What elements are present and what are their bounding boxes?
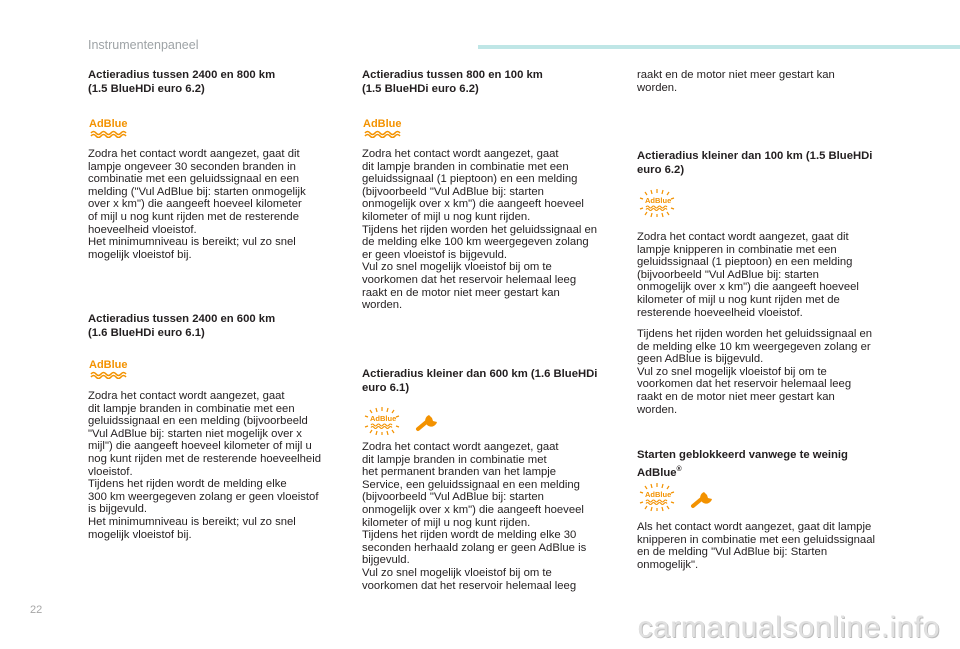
section-heading [88,69,350,96]
text-range-2400-800: Zodra het contact wordt aangezet, gaat dit lampje ongeveer 30 seconden branden in combinatie met een geluidssignaal en een melding ("Vul AdBlue bij: starten onmogelijk over x km") die aangeeft hoeveel kilometer of mijl u nog kunt rijden met de resterende hoeveelheid vloeistof. Het minimumniveau is bereikt; vul zo snel mogelijk vloeistof bij. [88,148,306,261]
text-range-2400-600: Zodra het contact wordt aangezet, gaat dit lampje branden in combinatie met een geluidssignaal en een melding (bijvoorbeeld "Vul AdBlue bij: starten niet mogelijk over x mijl") die aangeeft hoeveel kilometer of mijl u nog kunt rijden met de resterende hoeveelheid vloeistof. Tijdens het rijden wordt de melding elke 300 km weergegeven zolang er geen vloeistof is bijgevuld. Het minimumniveau is bereikt; vul zo snel mogelijk vloeistof bij. [88,390,321,541]
paragraph [362,148,624,312]
paragraph [637,328,899,416]
heading-range-below-600: Actieradius kleiner dan 600 km (1.6 BlueHDi euro 6.1) [362,368,598,394]
text-range-below-100-a: Zodra het contact wordt aangezet, gaat dit lampje knipperen in combinatie met een geluidssignaal (1 pieptoon) en een melding (bijvoorbeeld "Vul AdBlue bij: starten onmogelijk over x km") die aangeeft hoeveel kilometer of mijl u nog kunt rijden met de resterende hoeveelheid vloeistof. [637,231,859,319]
adblue-warning-icon [88,357,132,379]
text-range-800-100: Zodra het contact wordt aangezet, gaat dit lampje branden in combinatie met een geluidssignaal (1 pieptoon) en een melding (bijvoorbeeld "Vul AdBlue bij: starten onmogelijk over x km") die aangeeft hoeveel kilometer of mijl u nog kunt rijden. Tijdens het rijden worden het geluidssignaal en de melding elke 100 km weergegeven zolang er geen vloeistof is bijgevuld. Vul zo snel mogelijk vloeistof bij om te voorkomen dat het reservoir helemaal leeg raakt en de motor niet meer gestart kan worden. [362,148,598,312]
svg-text:AdBlue: AdBlue [363,118,402,130]
svg-text:AdBlue: AdBlue [89,118,128,130]
heading-start-blocked [637,449,899,480]
adblue-blinking-icon [637,189,681,219]
header-accent-bar [478,45,960,49]
svg-text:AdBlue: AdBlue [370,414,397,423]
page-number: 22 [30,604,43,616]
text-start-blocked: Als het contact wordt aangezet, gaat dit lampje knipperen in combinatie met een geluidssignaal en de melding "Vul AdBlue bij: Starten onmogelijk". [637,521,876,571]
heading-start-blocked-text: Starten geblokkeerd vanwege te weinig AdBlue [637,449,848,479]
svg-text:AdBlue: AdBlue [89,359,128,371]
heading-range-800-100: Actieradius tussen 800 en 100 km (1.5 BlueHDi euro 6.2) [362,69,543,95]
text-continuation: raakt en de motor niet meer gestart kan worden. [637,69,835,94]
adblue-warning-icon [88,116,132,138]
text-range-below-100-b: Tijdens het rijden worden het geluidssignaal en de melding elke 10 km weergegeven zolang er geen AdBlue is bijgevuld. Vul zo snel mogelijk vloeistof bij om te voorkomen dat het reservoir helemaal leeg raakt en de motor niet meer gestart kan worden. [637,328,873,416]
section-heading [88,313,350,340]
paragraph [88,390,350,541]
section-heading [362,69,624,96]
heading-range-2400-600: Actieradius tussen 2400 en 600 km (1.6 BlueHDi euro 6.1) [88,313,276,339]
paragraph [637,231,899,319]
text-range-below-600: Zodra het contact wordt aangezet, gaat dit lampje branden in combinatie met het permanent branden van het lampje Service, een geluidssignaal en een melding (bijvoorbeeld "Vul AdBlue bij: starten onmogelijk over x km") die aangeeft hoeveel kilometer of mijl u nog kunt rijden. Tijdens het rijden wordt de melding elke 30 seconden herhaald zolang er geen AdBlue is bijgevuld. Vul zo snel mogelijk vloeistof bij om te voorkomen dat het reservoir helemaal leeg [362,441,587,592]
svg-text:AdBlue: AdBlue [645,196,672,205]
paragraph [637,69,899,94]
adblue-blinking-with-service-icon [362,407,442,435]
section-heading [362,368,624,395]
paragraph [362,441,624,592]
svg-text:AdBlue: AdBlue [645,490,672,499]
section-heading [637,449,899,480]
heading-range-below-100: Actieradius kleiner dan 100 km (1.5 BlueHDi euro 6.2) [637,150,873,176]
heading-range-2400-800: Actieradius tussen 2400 en 800 km (1.5 BlueHDi euro 6.2) [88,69,276,95]
adblue-blinking-with-service-icon [637,483,717,513]
section-heading [637,150,899,177]
adblue-warning-icon [362,116,406,138]
section-title: Instrumentenpaneel [88,38,199,52]
registered-mark: ® [676,465,682,473]
paragraph [637,521,899,571]
watermark: carmanualsonline.info [637,611,940,644]
paragraph [88,148,350,261]
